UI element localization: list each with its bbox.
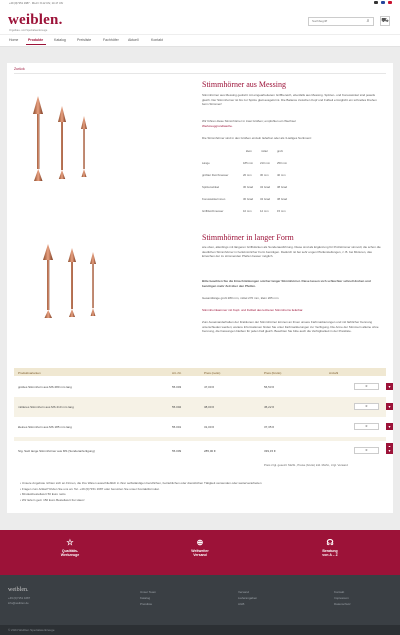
search-input[interactable]: Suchbegriff — [308, 17, 374, 26]
section-text-brass-2 — [202, 119, 382, 128]
nav-item-kontakt[interactable]: Kontakt — [151, 38, 163, 42]
row-net: 47,00 € — [204, 385, 215, 389]
nav-active-indicator — [26, 44, 46, 45]
nav-item-katalog[interactable]: Katalog — [54, 38, 66, 42]
row-name: großes Stimmhorn aus MS 280 mm lang — [18, 385, 72, 389]
row-gross: 45,22 € — [264, 405, 275, 409]
list-item-text: Mindestbestellwert 50 Euro netto — [21, 492, 66, 496]
spec-label: Spitzenwinkel — [202, 185, 220, 189]
feature-shipping — [170, 538, 230, 557]
footer-link[interactable]: Katalog — [140, 596, 151, 600]
spec-col-gross: groß — [277, 149, 283, 153]
section-text-long-link[interactable]: Stimmhornkammer mit Kopf- und Fußteil des letzteren Stimmhorns lieferbar. — [202, 308, 304, 312]
row-name: kleines Stimmhorn aus MS 185 mm lang — [18, 425, 72, 429]
spec-value: 210 mm — [260, 161, 271, 165]
product-image-long — [22, 238, 114, 320]
list-item: • Mindestbestellwert 50 Euro netto — [20, 492, 66, 496]
feature-support — [300, 538, 360, 557]
footer-link[interactable]: Datenschutz — [334, 602, 351, 606]
spec-label: größter Durchmesser — [202, 173, 229, 177]
site-footer — [0, 575, 400, 625]
footer-link[interactable]: Preisliste — [140, 602, 153, 606]
footer-email[interactable]: info@weiblen.de — [8, 601, 29, 605]
col-header-qty: Anzahl — [329, 370, 339, 375]
copyright: © 2024 Weiblen Spezialwerkzeuge — [8, 628, 55, 632]
add-to-cart-button[interactable]: ▾ — [386, 403, 393, 410]
headset-icon: ☊ — [326, 538, 334, 547]
footer-link[interactable]: Versand — [238, 590, 250, 594]
spec-value: 10 mm — [243, 209, 252, 213]
table-row — [14, 441, 391, 461]
spec-value: 185 mm — [243, 161, 254, 165]
spec-value: 20 mm — [243, 173, 252, 177]
quantity-stepper[interactable]: 0 — [354, 383, 379, 390]
row-gross: 56,53 € — [264, 385, 275, 389]
footer-address — [8, 596, 30, 606]
footer-col-1 — [140, 589, 156, 607]
flag-de-icon[interactable] — [374, 1, 378, 4]
spec-col-klein: klein — [246, 149, 252, 153]
product-image-brass — [22, 86, 110, 186]
contact-info: +49 (0)7151 1687 · Mo-Fr: 8-12 Uhr, 13-17 Uhr — [9, 1, 64, 5]
nav-item-aktuell[interactable]: Aktuell — [128, 38, 139, 42]
star-icon: ☆ — [66, 538, 74, 547]
col-header-product: Produktvarianten — [18, 370, 41, 375]
row-gross: 37,35 € — [264, 425, 275, 429]
cart-icon[interactable]: ⛟ — [381, 18, 389, 24]
row-article: 55.001 — [172, 425, 182, 429]
spec-value: 250 mm — [277, 161, 288, 165]
section-text-brass-1: Stimmhörner aus Messing gedreht mit eingearbeitetem Griffbereich, ebenfalls aus Messing. Spitzen- und Konuswinkel sind jeweils gleich. Der Stimmhorner ist bis zur Spitze glatt ausgeformt. Die Balance zwischen Kopf und Fußteil ermöglicht ein schnelles Drehen beim Stimmen! — [202, 93, 377, 106]
variants-table-header — [14, 368, 386, 376]
spec-label: Länge — [202, 161, 210, 165]
footer-link[interactable]: Unser Team — [140, 590, 157, 594]
section-text-long-warning: Bitte beachten Sie die Einschränkungen solcher langer Stimmhörner. Diese lassen sich schlechter schnell drehen und benötigen mehr Zeit über den Pfeifen. — [202, 279, 371, 288]
nav-item-fachhoefer[interactable]: Fachhöfer — [103, 38, 119, 42]
row-name: mittleres Stimmhorn aus MS 210 mm lang — [18, 405, 74, 409]
spec-value: 34 Grad — [260, 197, 271, 201]
footer-bottom — [0, 625, 400, 635]
search-icon[interactable]: ⌕ — [366, 18, 370, 24]
nav-item-preisliste[interactable]: Preisliste — [77, 38, 92, 42]
feature-label: Beratung von A – Z — [322, 549, 338, 557]
language-switcher[interactable] — [374, 1, 392, 4]
list-item: • Fragen zum Artikel? Rufen Sie uns an: Tel. +49 (0)7151 1687 oder benutzen Sie unser Kontaktformular. — [20, 486, 160, 491]
spec-value: 30 mm — [260, 173, 269, 177]
spec-value: 38 Grad — [277, 185, 288, 189]
flag-en-icon[interactable] — [381, 1, 385, 4]
list-item-text: Fragen zum Artikel? Rufen Sie uns an: Tel. +49 (0)7151 1687 oder benutzen Sie unser Kontaktformular. — [21, 486, 160, 491]
section-title-brass: Stimmhörner aus Messing — [202, 80, 286, 89]
row-gross: 339,15 € — [264, 449, 276, 453]
spec-label: Griffdurchmesser — [202, 209, 224, 213]
spec-col-mittel: mittel — [261, 149, 268, 153]
row-net: 285,00 € — [204, 449, 216, 453]
sizes-intro: Die Stimmhörner sind in den Größen einzeln lieferbar oder als 3-teiliges Sortiment: — [202, 136, 312, 140]
footer-col-2 — [238, 589, 257, 607]
section-title-long: Stimmhörner in langer Form — [202, 233, 294, 242]
spec-value: 12 mm — [260, 209, 269, 213]
add-to-cart-button[interactable]: ▾ — [386, 383, 393, 390]
add-to-cart-button[interactable]: ▾ — [386, 423, 393, 430]
footer-col-3 — [334, 589, 351, 607]
row-article: 55.002 — [172, 405, 182, 409]
section-text-long-sizes: Gesamtlänge groß 280 mm, mittel 270 mm, klein 205 mm — [202, 296, 279, 300]
feature-label: Qualitäts- Werkzeuge — [60, 549, 80, 557]
list-item-text: Unsere Angebote richten sich an Firmen, die ihre Waren ausschließlich in ihrer selbständigen beruflichen, betrieblichen oder dienstlichen Tätigkeit verwenden oder weiterverarbeiten — [21, 481, 262, 485]
flag-fr-icon[interactable] — [388, 1, 392, 4]
site-logo[interactable]: weiblen. — [8, 12, 63, 28]
spec-value: 40 mm — [277, 173, 286, 177]
info-list — [20, 481, 262, 503]
feature-quality — [40, 538, 100, 557]
spec-value: 15 mm — [277, 209, 286, 213]
add-to-cart-button[interactable]: ▾ — [386, 447, 393, 454]
list-item: • Unsere Angebote richten sich an Firmen, die ihre Waren ausschließlich in ihrer selbständigen beruflichen, betrieblichen oder dienstlichen Tätigkeit verwenden oder weiterverarbeiten — [20, 481, 262, 485]
row-net: 31,00 € — [204, 425, 215, 429]
back-link[interactable]: Zurück — [14, 67, 25, 71]
main-nav — [0, 34, 400, 47]
quantity-stepper[interactable]: 0 — [354, 423, 379, 430]
toolbag-link[interactable]: Werkzeuggrundtasche. — [202, 123, 233, 128]
row-name: Stg. Satz lange Stimmhörner aus MS (Sonderanfertigung) — [18, 449, 95, 453]
col-header-article: Art.-Nr. — [172, 370, 182, 375]
quantity-stepper[interactable]: 0 — [354, 403, 379, 410]
table-row — [14, 397, 391, 417]
quantity-stepper[interactable]: 0 — [354, 447, 379, 454]
spec-value: 30 Grad — [243, 197, 254, 201]
row-article: 55.003 — [172, 385, 182, 389]
footer-link[interactable]: Impressum — [334, 596, 349, 600]
spec-value: 30 Grad — [243, 185, 254, 189]
divider — [14, 73, 386, 74]
table-row — [14, 417, 391, 437]
spec-value: 38 Grad — [277, 197, 288, 201]
col-header-gross: Preis (brutto) — [264, 370, 282, 375]
footer-logo[interactable]: weiblen. — [8, 587, 29, 593]
footer-phone[interactable]: +49 (0)7151 1687 — [8, 596, 31, 600]
footer-link[interactable]: AGB — [238, 602, 245, 606]
row-article: 55.009 — [172, 449, 182, 453]
list-item: • Wir liefern gern 150 Euro Bestellwert frei Haus! — [20, 497, 85, 502]
footer-link[interactable]: Lieferangaben — [238, 596, 258, 600]
list-item-text: Wir liefern gern 150 Euro Bestellwert frei Haus! — [21, 497, 85, 502]
spec-label: Konuswinkel innen — [202, 197, 226, 201]
feature-label: Weltweiter Versand — [191, 549, 209, 557]
globe-icon: ⊕ — [196, 538, 204, 547]
table-row — [14, 377, 391, 397]
section-text-long-1: wie oben, allerdings mit längeren Griffstücken als Sonderausführung. Diese sind als Ergänzung für Profistimmer sinnvoll, die schon die deutlichen Stimmhörner in herkömmlicher Form benötigen. Dadurch ist bei sehr engen Pfeifenstellungen, z. B. bei Mixturen, das Erreichen der zu stimmenden Pfeifen besser möglich. — [202, 245, 381, 258]
site-header — [0, 8, 400, 34]
feature-band — [0, 530, 400, 575]
col-header-net: Preis (netto) — [204, 370, 221, 375]
spec-value: 34 Grad — [260, 185, 271, 189]
top-bar — [0, 0, 400, 8]
site-tagline: Orgelbau- und Spezialwerkzeuge — [9, 29, 48, 32]
nav-item-produkte[interactable]: Produkte — [28, 38, 44, 42]
nav-item-home[interactable]: Home — [9, 38, 19, 42]
recommendation-text: Wir führen diese Stimmhörner in zwei Größen; empfohlen ein Wechsel — [202, 119, 296, 123]
price-note: Preis zzgl. gesetzl. MwSt., Preise (brutto) inkl. MwSt., zzgl. Versand — [264, 463, 348, 467]
row-net: 38,00 € — [204, 405, 215, 409]
footer-link[interactable]: Kontakt — [334, 590, 345, 594]
section-text-long-3: Zum Auseinanderhalten der Fraktionen der Stimmhörner können an ihnen unsere Farbmarkierungen und mit farblicher Kennung unterschieden werden; weitere Informationen finden Sie unter Farbmarkierungen zur Verfügung. Die Arme der Stimmern alleine ohne Kennung, die Fassungen bleiben für jeden Fall gleich. Beachten Sie bitte auch die Verfügbarkeit in der Preisliste. — [202, 320, 379, 333]
